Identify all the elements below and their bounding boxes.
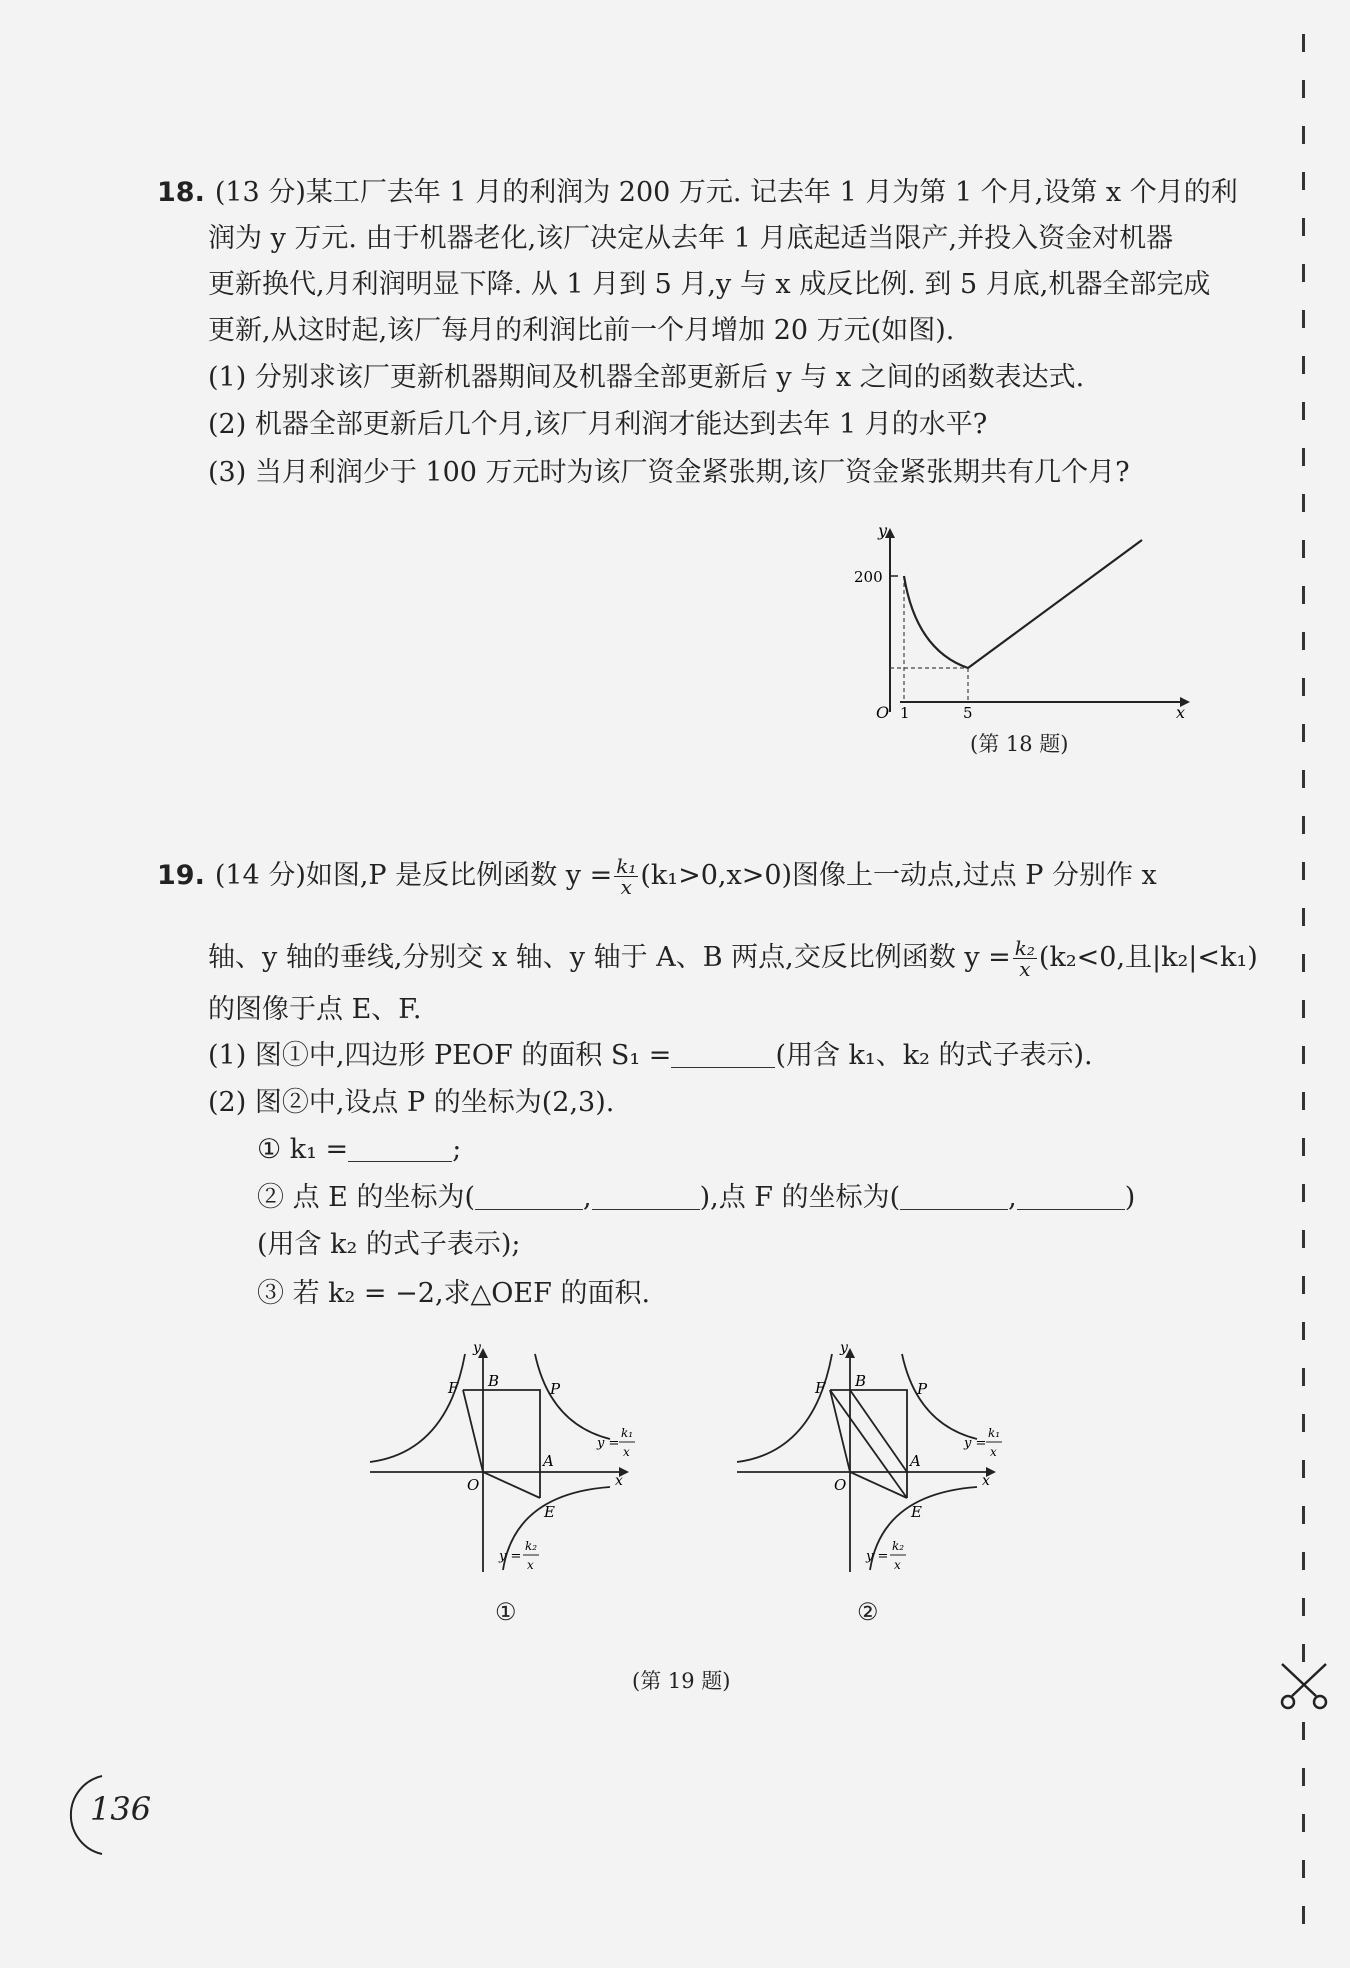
- svg-text:k₂: k₂: [892, 1539, 905, 1553]
- svg-text:y =: y =: [964, 1436, 987, 1451]
- q19-figure-2: [732, 1342, 1012, 1582]
- q19-frac-1: $\frac{\text{k₁}}{x}$: [616, 854, 637, 899]
- fig1-label: ①: [495, 1598, 517, 1626]
- q18-number: 18.: [157, 177, 205, 208]
- y-tick-label: 200: [854, 568, 883, 586]
- x-axis-label: x: [1176, 703, 1186, 720]
- svg-text:k₁: k₁: [988, 1426, 1001, 1440]
- k2-curve-left: [737, 1354, 832, 1462]
- svg-text:O: O: [467, 1476, 480, 1494]
- svg-text:k₁: k₁: [621, 1426, 634, 1440]
- svg-text:E: E: [544, 1503, 555, 1521]
- svg-text:A: A: [910, 1452, 921, 1470]
- svg-text:y =: y =: [866, 1549, 889, 1564]
- fig2-label: ②: [857, 1598, 879, 1626]
- svg-text:B: B: [855, 1372, 867, 1390]
- svg-text:P: P: [917, 1380, 928, 1398]
- svg-text:x: x: [623, 1445, 630, 1459]
- q18-line-1: 18. (13 分)某工厂去年 1 月的利润为 200 万元. 记去年 1 月为第 1 个月,设第 x 个月的利: [157, 177, 1238, 208]
- q18-graph: [850, 520, 1200, 720]
- svg-text:x: x: [615, 1473, 623, 1489]
- svg-text:F: F: [815, 1379, 826, 1397]
- svg-text:y: y: [840, 1342, 848, 1356]
- k1-curve: [902, 1354, 977, 1439]
- q19-line-2: 轴、y 轴的垂线,分别交 x 轴、y 轴于 A、B 两点,交反比例函数 y = $\frac{\text{k₂}}{x}$ (k₂<0,且|k₂|<k₁): [208, 936, 1258, 981]
- svg-text:x: x: [990, 1445, 997, 1459]
- q19-line-3: 的图像于点 E、F.: [208, 994, 422, 1025]
- k2-curve-left: [370, 1354, 465, 1462]
- svg-text:F: F: [448, 1379, 459, 1397]
- answer-blank-s1[interactable]: [671, 1041, 775, 1068]
- page-number: 136: [90, 1790, 152, 1828]
- answer-blank-k1[interactable]: [348, 1135, 452, 1162]
- scissors-icon: [1276, 1658, 1332, 1714]
- svg-text:P: P: [550, 1380, 561, 1398]
- q18-line-2: 润为 y 万元. 由于机器老化,该厂决定从去年 1 月底起适当限产,并投入资金对机器: [208, 223, 1174, 254]
- svg-text:y: y: [473, 1342, 481, 1356]
- q18-part-1: (1) 分别求该厂更新机器期间及机器全部更新后 y 与 x 之间的函数表达式.: [208, 362, 1085, 393]
- q19-part-1: (1) 图①中,四边形 PEOF 的面积 S₁ = (用含 k₁、k₂ 的式子表示).: [208, 1040, 1093, 1071]
- svg-text:y =: y =: [597, 1436, 620, 1451]
- svg-text:E: E: [911, 1503, 922, 1521]
- answer-blank-e-y[interactable]: [592, 1183, 700, 1210]
- origin-label: O: [876, 703, 890, 720]
- increase-line: [968, 540, 1142, 668]
- q19-number: 19.: [157, 860, 205, 891]
- y-axis-label: y: [878, 521, 888, 540]
- answer-blank-f-y[interactable]: [1017, 1183, 1125, 1210]
- q18-line-4: 更新,从这时起,该厂每月的利润比前一个月增加 20 万元(如图).: [208, 315, 955, 346]
- answer-blank-e-x[interactable]: [475, 1183, 583, 1210]
- q18-caption: (第 18 题): [970, 732, 1069, 756]
- q19-frac-2: $\frac{\text{k₂}}{x}$: [1014, 936, 1035, 981]
- svg-text:x: x: [527, 1558, 534, 1572]
- q18-part-3: (3) 当月利润少于 100 万元时为该厂资金紧张期,该厂资金紧张期共有几个月?: [208, 457, 1130, 488]
- svg-text:x: x: [982, 1473, 990, 1489]
- k1-curve: [535, 1354, 610, 1439]
- q19-figure-1: [365, 1342, 645, 1582]
- q18-part-2: (2) 机器全部更新后几个月,该厂月利润才能达到去年 1 月的水平?: [208, 409, 988, 440]
- q18-line-3: 更新换代,月利润明显下降. 从 1 月到 5 月,y 与 x 成反比例. 到 5 月底,机器全部完成: [208, 269, 1211, 300]
- q19-part-2-2-note: (用含 k₂ 的式子表示);: [257, 1229, 521, 1260]
- answer-blank-f-x[interactable]: [900, 1183, 1008, 1210]
- inverse-curve: [904, 576, 968, 668]
- svg-text:O: O: [834, 1476, 847, 1494]
- cut-line-dash: [1302, 34, 1305, 52]
- q19-part-2-2: ② 点 E 的坐标为( , ),点 F 的坐标为( , ): [257, 1182, 1136, 1213]
- q19-part-2-1: ① k₁ = ;: [257, 1134, 462, 1165]
- svg-text:k₂: k₂: [525, 1539, 538, 1553]
- svg-text:x: x: [894, 1558, 901, 1572]
- x-tick-5: 5: [963, 704, 973, 720]
- q19-part-2-3: ③ 若 k₂ = −2,求△OEF 的面积.: [257, 1278, 651, 1309]
- svg-text:B: B: [488, 1372, 500, 1390]
- svg-text:y =: y =: [499, 1549, 522, 1564]
- q19-part-2: (2) 图②中,设点 P 的坐标为(2,3).: [208, 1087, 615, 1118]
- q19-line-1: 19. (14 分)如图,P 是反比例函数 y = $\frac{\text{k₁}}{x}$ (k₁>0,x>0)图像上一动点,过点 P 分别作 x: [157, 854, 1157, 899]
- x-tick-1: 1: [900, 704, 910, 720]
- svg-text:A: A: [543, 1452, 554, 1470]
- q19-caption: (第 19 题): [632, 1669, 731, 1693]
